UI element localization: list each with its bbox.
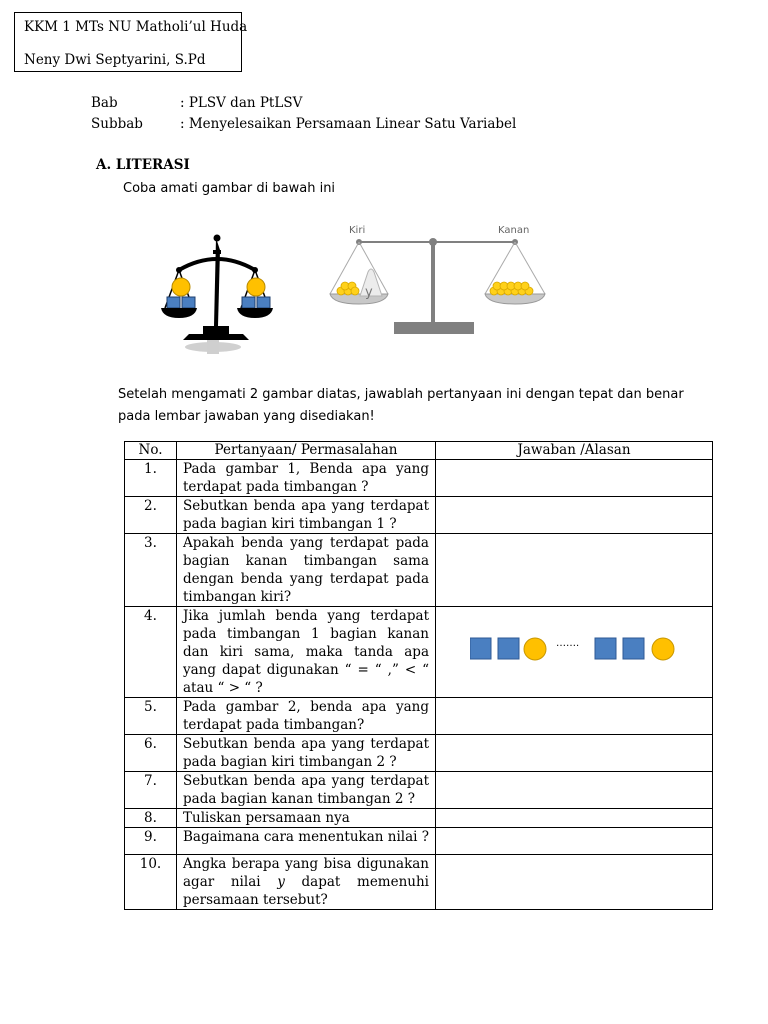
subbab-label: Subbab — [91, 116, 143, 132]
row-number: 10. — [125, 855, 177, 910]
table-row — [125, 828, 713, 855]
box-icon — [623, 638, 644, 659]
figure-2-equation-balance — [325, 222, 550, 342]
circle-icon — [524, 638, 546, 660]
question-text: Sebutkan benda apa yang terdapat pada bagian kiri timbangan 2 ? — [177, 735, 436, 772]
question-text: Pada gambar 2, benda apa yang terdapat pada timbangan? — [177, 698, 436, 735]
right-pan — [485, 294, 545, 304]
question-text: Apakah benda yang terdapat pada bagian kanan timbangan sama dengan benda yang terdapat pada timbangan kiri? — [177, 534, 436, 607]
scale-shadow-foot — [207, 338, 219, 354]
left-coins — [337, 282, 359, 295]
question-text: Pada gambar 1, Benda apa yang terdapat pada timbangan ? — [177, 460, 436, 497]
header-box — [14, 12, 248, 72]
question-text: Sebutkan benda apa yang terdapat pada bagian kanan timbangan 2 ? — [177, 772, 436, 809]
table-header-row — [125, 442, 713, 460]
question-text — [177, 855, 436, 910]
question-text-part: dapat memenuhi persamaan tersebut? — [183, 874, 429, 908]
box-icon — [595, 638, 616, 659]
question-text: Bagaimana cara menentukan nilai ? — [177, 828, 436, 855]
row-number: 5. — [125, 698, 177, 735]
header-no: No. — [125, 442, 177, 460]
kiri-label: Kiri — [349, 225, 366, 236]
right-coins — [490, 282, 533, 295]
header-answer: Jawaban /Alasan — [436, 442, 713, 460]
comparison-blank: ……. — [556, 638, 580, 649]
table-row — [125, 534, 713, 607]
table-row — [125, 497, 713, 534]
figure-1-balance-scale — [155, 230, 285, 358]
row-number: 8. — [125, 809, 177, 828]
bab-value: : PLSV dan PtLSV — [180, 95, 303, 111]
answer-cell[interactable] — [436, 828, 713, 855]
teacher-name: Neny Dwi Septyarini, S.Pd — [24, 52, 206, 68]
question-text: Jika jumlah benda yang terdapat pada timbangan 1 bagian kanan dan kiri sama, maka tanda apa yang dapat digunakan “ = “ ,” < “ atau “ > “ ? — [177, 607, 436, 698]
question-text: Sebutkan benda apa yang terdapat pada bagian kiri timbangan 1 ? — [177, 497, 436, 534]
row-number: 7. — [125, 772, 177, 809]
answer-cell[interactable] — [436, 735, 713, 772]
answer-cell-comparison[interactable] — [436, 607, 713, 698]
table-row — [125, 735, 713, 772]
question-text-part: Angka berapa yang bisa digunakan agar nilai — [183, 856, 429, 890]
question-text: Tuliskan persamaan nya — [177, 809, 436, 828]
left-pan — [161, 308, 197, 318]
answer-cell[interactable] — [436, 772, 713, 809]
section-intro: Coba amati gambar di bawah ini — [123, 181, 336, 196]
answer-cell[interactable] — [436, 497, 713, 534]
pillar — [431, 242, 435, 324]
table-row — [125, 460, 713, 497]
table-row — [125, 772, 713, 809]
instruction-line1: Setelah mengamati 2 gambar diatas, jawablah pertanyaan ini dengan tepat dan benar — [118, 387, 684, 402]
answer-cell[interactable] — [436, 460, 713, 497]
box-icon — [498, 638, 519, 659]
row-number: 9. — [125, 828, 177, 855]
variable-y: y — [277, 874, 285, 890]
question-table — [124, 441, 713, 910]
table-row — [125, 809, 713, 828]
row-number: 6. — [125, 735, 177, 772]
bab-label: Bab — [91, 95, 118, 111]
circle-icon — [652, 638, 674, 660]
section-title: A. LITERASI — [96, 157, 190, 173]
answer-cell[interactable] — [436, 855, 713, 910]
instruction-line2: pada lembar jawaban yang disediakan! — [118, 409, 375, 424]
table-row — [125, 698, 713, 735]
box-icon — [470, 638, 491, 659]
base — [394, 322, 474, 334]
answer-cell[interactable] — [436, 809, 713, 828]
kanan-label: Kanan — [498, 225, 530, 236]
row-number: 3. — [125, 534, 177, 607]
header-question: Pertanyaan/ Permasalahan — [177, 442, 436, 460]
table-row — [125, 607, 713, 698]
subbab-value: : Menyelesaikan Persamaan Linear Satu Variabel — [180, 116, 517, 132]
comparison-shapes — [470, 635, 680, 661]
right-pan — [237, 308, 273, 318]
scale-base — [183, 334, 249, 340]
answer-cell[interactable] — [436, 534, 713, 607]
answer-cell[interactable] — [436, 698, 713, 735]
variable-label: y — [365, 285, 373, 300]
row-number: 2. — [125, 497, 177, 534]
row-number: 1. — [125, 460, 177, 497]
row-number: 4. — [125, 607, 177, 698]
table-row — [125, 855, 713, 910]
school-name: KKM 1 MTs NU Matholi’ul Huda — [24, 19, 248, 35]
